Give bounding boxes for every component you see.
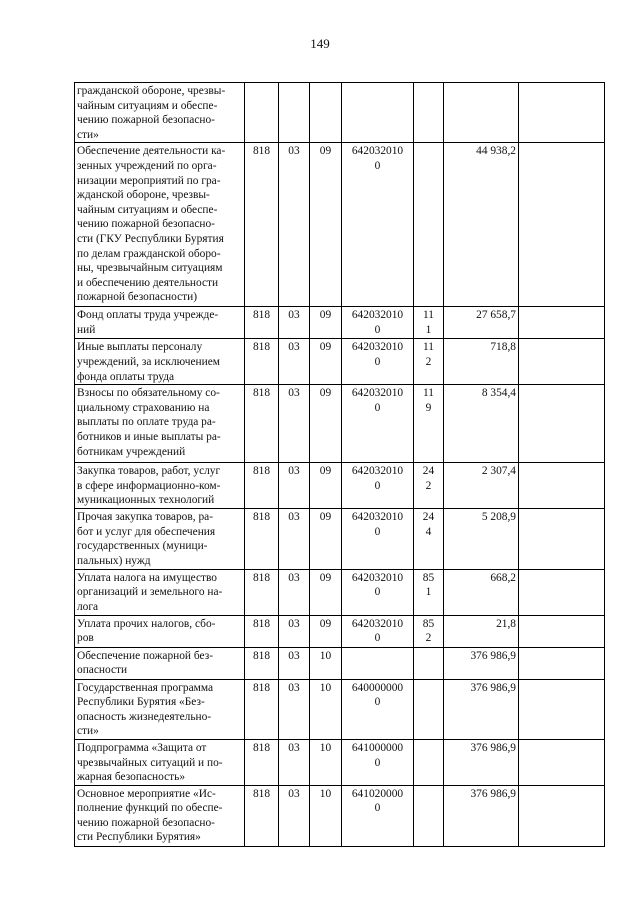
amount: 8 354,4 xyxy=(444,385,519,463)
section-code: 03 xyxy=(279,463,310,509)
amount xyxy=(444,83,519,143)
section-code: 03 xyxy=(279,739,310,785)
amount: 376 986,9 xyxy=(444,647,519,679)
extra-column xyxy=(519,83,605,143)
subsection-code: 09 xyxy=(310,339,342,385)
target-article-code: 642032010 0 xyxy=(342,307,414,339)
expense-type-code: 11 9 xyxy=(414,385,444,463)
grbs-code: 818 xyxy=(245,679,279,739)
item-name: Государственная программа Республики Бурятия «Без- опасность жизнедеятельно- сти» xyxy=(75,679,245,739)
budget-table-body xyxy=(75,83,605,847)
target-article-code: 642032010 0 xyxy=(342,569,414,615)
table-row xyxy=(75,569,605,615)
expense-type-code xyxy=(414,679,444,739)
subsection-code: 09 xyxy=(310,143,342,307)
extra-column xyxy=(519,509,605,569)
subsection-code: 09 xyxy=(310,569,342,615)
page-number: 149 xyxy=(310,36,330,51)
table-row xyxy=(75,679,605,739)
section-code: 03 xyxy=(279,785,310,846)
section-code: 03 xyxy=(279,569,310,615)
item-name: Уплата прочих налогов, сбо- ров xyxy=(75,615,245,647)
table-row xyxy=(75,509,605,569)
extra-column xyxy=(519,615,605,647)
amount: 44 938,2 xyxy=(444,143,519,307)
amount: 376 986,9 xyxy=(444,785,519,846)
section-code xyxy=(279,83,310,143)
table-row xyxy=(75,143,605,307)
target-article-code: 642032010 0 xyxy=(342,339,414,385)
target-article-code: 642032010 0 xyxy=(342,509,414,569)
item-name: Уплата налога на имущество организаций и земельного на- лога xyxy=(75,569,245,615)
subsection-code: 09 xyxy=(310,385,342,463)
item-name: Закупка товаров, работ, услуг в сфере информационно-ком- муникационных технологий xyxy=(75,463,245,509)
extra-column xyxy=(519,339,605,385)
subsection-code: 10 xyxy=(310,785,342,846)
grbs-code: 818 xyxy=(245,339,279,385)
target-article-code: 641000000 0 xyxy=(342,739,414,785)
expense-type-code: 11 1 xyxy=(414,307,444,339)
item-name: Обеспечение пожарной без- опасности xyxy=(75,647,245,679)
grbs-code: 818 xyxy=(245,509,279,569)
item-name: Прочая закупка товаров, ра- бот и услуг для обеспечения государственных (муници- пальных) нужд xyxy=(75,509,245,569)
extra-column xyxy=(519,143,605,307)
target-article-code: 642032010 0 xyxy=(342,463,414,509)
table-row xyxy=(75,83,605,143)
table-row xyxy=(75,785,605,846)
target-article-code: 640000000 0 xyxy=(342,679,414,739)
section-code: 03 xyxy=(279,679,310,739)
item-name: гражданской обороне, чрезвы- чайным ситуациям и обеспе- чению пожарной безопасно- сти» xyxy=(75,83,245,143)
expense-type-code xyxy=(414,647,444,679)
item-name: Обеспечение деятельности ка- зенных учреждений по орга- низации мероприятий по гра- жданской обороне, чрезвы- чайным ситуациям и обеспе- чению пожарной безопасно- сти (ГКУ Республики Бурятия по делам гражданской оборо- ны, чрезвычайным ситуациям и обеспечению деятельности пожарной безопасности) xyxy=(75,143,245,307)
amount: 21,8 xyxy=(444,615,519,647)
extra-column xyxy=(519,647,605,679)
expense-type-code: 24 4 xyxy=(414,509,444,569)
grbs-code: 818 xyxy=(245,569,279,615)
item-name: Взносы по обязательному со- циальному страхованию на выплаты по оплате труда ра- ботников и иные выплаты ра- ботникам учреждений xyxy=(75,385,245,463)
target-article-code: 642032010 0 xyxy=(342,143,414,307)
extra-column xyxy=(519,463,605,509)
expense-type-code: 11 2 xyxy=(414,339,444,385)
section-code: 03 xyxy=(279,615,310,647)
grbs-code: 818 xyxy=(245,615,279,647)
extra-column xyxy=(519,785,605,846)
item-name: Фонд оплаты труда учрежде- ний xyxy=(75,307,245,339)
table-row xyxy=(75,385,605,463)
expense-type-code xyxy=(414,785,444,846)
amount: 668,2 xyxy=(444,569,519,615)
table-row xyxy=(75,739,605,785)
item-name: Подпрограмма «Защита от чрезвычайных ситуаций и по- жарная безопасность» xyxy=(75,739,245,785)
grbs-code: 818 xyxy=(245,385,279,463)
amount: 376 986,9 xyxy=(444,739,519,785)
table-row xyxy=(75,339,605,385)
table-row xyxy=(75,463,605,509)
subsection-code: 10 xyxy=(310,647,342,679)
target-article-code xyxy=(342,83,414,143)
expense-type-code: 85 2 xyxy=(414,615,444,647)
section-code: 03 xyxy=(279,509,310,569)
subsection-code: 09 xyxy=(310,615,342,647)
extra-column xyxy=(519,385,605,463)
target-article-code: 642032010 0 xyxy=(342,385,414,463)
grbs-code: 818 xyxy=(245,463,279,509)
section-code: 03 xyxy=(279,385,310,463)
expense-type-code: 85 1 xyxy=(414,569,444,615)
target-article-code: 642032010 0 xyxy=(342,615,414,647)
extra-column xyxy=(519,679,605,739)
item-name: Иные выплаты персоналу учреждений, за исключением фонда оплаты труда xyxy=(75,339,245,385)
subsection-code: 10 xyxy=(310,679,342,739)
section-code: 03 xyxy=(279,647,310,679)
grbs-code: 818 xyxy=(245,307,279,339)
amount: 5 208,9 xyxy=(444,509,519,569)
subsection-code: 09 xyxy=(310,509,342,569)
amount: 27 658,7 xyxy=(444,307,519,339)
amount: 376 986,9 xyxy=(444,679,519,739)
target-article-code xyxy=(342,647,414,679)
section-code: 03 xyxy=(279,143,310,307)
subsection-code xyxy=(310,83,342,143)
table-row xyxy=(75,647,605,679)
target-article-code: 641020000 0 xyxy=(342,785,414,846)
extra-column xyxy=(519,569,605,615)
amount: 2 307,4 xyxy=(444,463,519,509)
extra-column xyxy=(519,739,605,785)
subsection-code: 09 xyxy=(310,463,342,509)
section-code: 03 xyxy=(279,307,310,339)
expense-type-code xyxy=(414,83,444,143)
grbs-code: 818 xyxy=(245,143,279,307)
amount: 718,8 xyxy=(444,339,519,385)
expense-type-code xyxy=(414,143,444,307)
expense-type-code: 24 2 xyxy=(414,463,444,509)
grbs-code xyxy=(245,83,279,143)
section-code: 03 xyxy=(279,339,310,385)
subsection-code: 09 xyxy=(310,307,342,339)
table-row xyxy=(75,615,605,647)
grbs-code: 818 xyxy=(245,785,279,846)
expense-type-code xyxy=(414,739,444,785)
extra-column xyxy=(519,307,605,339)
grbs-code: 818 xyxy=(245,647,279,679)
budget-table xyxy=(74,82,605,847)
subsection-code: 10 xyxy=(310,739,342,785)
table-row xyxy=(75,307,605,339)
grbs-code: 818 xyxy=(245,739,279,785)
item-name: Основное мероприятие «Ис- полнение функций по обеспе- чению пожарной безопасно- сти Республики Бурятия» xyxy=(75,785,245,846)
